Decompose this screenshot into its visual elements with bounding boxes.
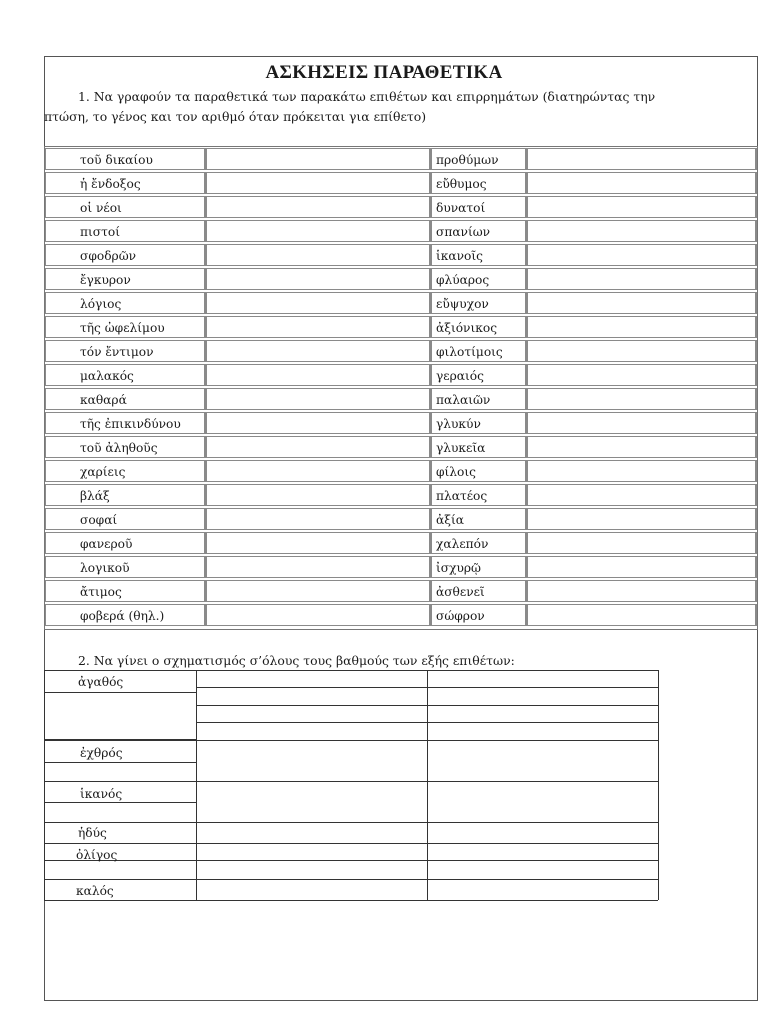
- table-row: [45, 532, 757, 554]
- table-row: [45, 244, 757, 266]
- table-row: [45, 436, 757, 458]
- table-row: [45, 316, 757, 338]
- answer-cell-right[interactable]: [527, 460, 757, 482]
- table-row: [45, 388, 757, 410]
- table-row: [45, 484, 757, 506]
- answer-cell-left[interactable]: [206, 364, 431, 386]
- answer-cell-left[interactable]: [206, 172, 431, 194]
- word-cell-right: πλατέος: [431, 484, 527, 506]
- grid-line: [44, 762, 196, 763]
- exercise2-instruction: 2. Να γίνει ο σχηματισμός σ’όλους τους βαθμούς των εξής επιθέτων:: [78, 653, 515, 668]
- adjective-label: ἐχθρός: [80, 746, 123, 760]
- grid-line: [196, 722, 658, 723]
- table-row: [45, 580, 757, 602]
- exercise1-instruction-line1: 1. Να γραφούν τα παραθετικά των παρακάτω επιθέτων και επιρρημάτων (διατηρώντας την: [78, 89, 656, 104]
- word-cell-left: τοῦ δικαίου: [45, 148, 206, 170]
- grid-line: [44, 670, 658, 671]
- word-cell-left: λογικοῦ: [45, 556, 206, 578]
- grid-line: [44, 692, 196, 693]
- adjective-label: καλός: [76, 884, 114, 898]
- answer-cell-right[interactable]: [527, 532, 757, 554]
- answer-cell-left[interactable]: [206, 244, 431, 266]
- answer-cell-right[interactable]: [527, 364, 757, 386]
- adjective-label: ἀγαθός: [78, 675, 124, 689]
- word-cell-right: ἀξιόνικος: [431, 316, 527, 338]
- table-row: [45, 364, 757, 386]
- answer-cell-left[interactable]: [206, 436, 431, 458]
- word-cell-left: ἄτιμος: [45, 580, 206, 602]
- word-cell-right: ἰσχυρῷ: [431, 556, 527, 578]
- word-cell-left: καθαρά: [45, 388, 206, 410]
- grid-line: [196, 705, 658, 706]
- exercise1-table: [44, 146, 758, 630]
- answer-cell-left[interactable]: [206, 220, 431, 242]
- answer-cell-right[interactable]: [527, 388, 757, 410]
- word-cell-right: παλαιῶν: [431, 388, 527, 410]
- answer-cell-right[interactable]: [527, 484, 757, 506]
- answer-cell-left[interactable]: [206, 484, 431, 506]
- word-cell-right: φλύαρος: [431, 268, 527, 290]
- word-cell-right: ἱκανοῖς: [431, 244, 527, 266]
- answer-cell-right[interactable]: [527, 556, 757, 578]
- adjective-label: ἱκανός: [80, 787, 123, 801]
- word-cell-left: σφοδρῶν: [45, 244, 206, 266]
- answer-cell-right[interactable]: [527, 508, 757, 530]
- answer-cell-right[interactable]: [527, 196, 757, 218]
- answer-cell-left[interactable]: [206, 412, 431, 434]
- answer-cell-left[interactable]: [206, 340, 431, 362]
- word-cell-left: τοῦ ἀληθοῦς: [45, 436, 206, 458]
- page-title: ΑΣΚΗΣΕΙΣ ΠΑΡΑΘΕΤΙΚΑ: [265, 62, 503, 83]
- table-row: [45, 460, 757, 482]
- table-row: [45, 196, 757, 218]
- answer-cell-left[interactable]: [206, 316, 431, 338]
- word-cell-left: μαλακός: [45, 364, 206, 386]
- table-row: [45, 412, 757, 434]
- grid-line: [44, 822, 658, 823]
- table-row: [45, 268, 757, 290]
- grid-line: [44, 860, 196, 861]
- answer-cell-right[interactable]: [527, 340, 757, 362]
- word-cell-right: γλυκεῖα: [431, 436, 527, 458]
- answer-cell-right[interactable]: [527, 316, 757, 338]
- word-cell-right: σώφρον: [431, 604, 527, 626]
- word-cell-right: δυνατοί: [431, 196, 527, 218]
- word-cell-right: χαλεπόν: [431, 532, 527, 554]
- word-cell-right: προθύμων: [431, 148, 527, 170]
- grid-border-right: [658, 670, 659, 900]
- word-cell-left: βλάξ: [45, 484, 206, 506]
- grid-line: [196, 687, 658, 688]
- answer-cell-right[interactable]: [527, 436, 757, 458]
- answer-cell-left[interactable]: [206, 148, 431, 170]
- answer-cell-right[interactable]: [527, 604, 757, 626]
- grid-line-bold: [44, 739, 196, 741]
- word-cell-right: φιλοτίμοις: [431, 340, 527, 362]
- adjective-label: ὀλίγος: [76, 848, 118, 862]
- answer-cell-left[interactable]: [206, 268, 431, 290]
- answer-cell-left[interactable]: [206, 532, 431, 554]
- table-row: [45, 340, 757, 362]
- word-cell-left: λόγιος: [45, 292, 206, 314]
- table-row: [45, 148, 757, 170]
- answer-cell-right[interactable]: [527, 268, 757, 290]
- word-cell-left: σοφαί: [45, 508, 206, 530]
- answer-cell-right[interactable]: [527, 580, 757, 602]
- answer-cell-right[interactable]: [527, 292, 757, 314]
- grid-line: [44, 879, 658, 880]
- table-row: [45, 604, 757, 626]
- word-cell-right: φίλοις: [431, 460, 527, 482]
- answer-cell-left[interactable]: [206, 460, 431, 482]
- table-row: [45, 172, 757, 194]
- word-cell-left: τῆς ἐπικινδύνου: [45, 412, 206, 434]
- exercise1-instruction-line2: πτώση, το γένος και τον αριθμό όταν πρόκειται για επίθετο): [44, 109, 427, 124]
- grid-line: [44, 843, 658, 844]
- exercise2-table: [44, 670, 658, 900]
- word-cell-left: πιστοί: [45, 220, 206, 242]
- table-row: [45, 556, 757, 578]
- grid-line: [196, 860, 658, 861]
- word-cell-left: ἡ ἔνδοξος: [45, 172, 206, 194]
- word-cell-left: φανεροῦ: [45, 532, 206, 554]
- answer-cell-right[interactable]: [527, 148, 757, 170]
- table-row: [45, 220, 757, 242]
- answer-cell-left[interactable]: [206, 292, 431, 314]
- word-cell-right: ἀξία: [431, 508, 527, 530]
- word-cell-left: οἱ νέοι: [45, 196, 206, 218]
- word-cell-right: ἀσθενεῖ: [431, 580, 527, 602]
- table-row: [45, 508, 757, 530]
- grid-line: [44, 900, 658, 901]
- word-cell-right: εὔθυμος: [431, 172, 527, 194]
- grid-line: [44, 802, 196, 803]
- word-cell-left: ἔγκυρον: [45, 268, 206, 290]
- adjective-label: ἡδύς: [78, 826, 107, 840]
- word-cell-left: χαρίεις: [45, 460, 206, 482]
- answer-cell-right[interactable]: [527, 220, 757, 242]
- word-cell-right: γεραιός: [431, 364, 527, 386]
- word-cell-left: φοβερά (θηλ.): [45, 604, 206, 626]
- grid-line: [44, 781, 658, 782]
- answer-cell-left[interactable]: [206, 508, 431, 530]
- answer-cell-left[interactable]: [206, 388, 431, 410]
- table-row: [45, 292, 757, 314]
- answer-cell-right[interactable]: [527, 244, 757, 266]
- answer-cell-right[interactable]: [527, 172, 757, 194]
- answer-cell-left[interactable]: [206, 556, 431, 578]
- answer-cell-left[interactable]: [206, 604, 431, 626]
- word-cell-right: εὔψυχον: [431, 292, 527, 314]
- grid-border-left: [44, 670, 45, 900]
- answer-cell-left[interactable]: [206, 580, 431, 602]
- word-cell-left: τόν ἔντιμον: [45, 340, 206, 362]
- word-cell-right: σπανίων: [431, 220, 527, 242]
- answer-cell-right[interactable]: [527, 412, 757, 434]
- word-cell-right: γλυκύν: [431, 412, 527, 434]
- answer-cell-left[interactable]: [206, 196, 431, 218]
- word-cell-left: τῆς ὠφελίμου: [45, 316, 206, 338]
